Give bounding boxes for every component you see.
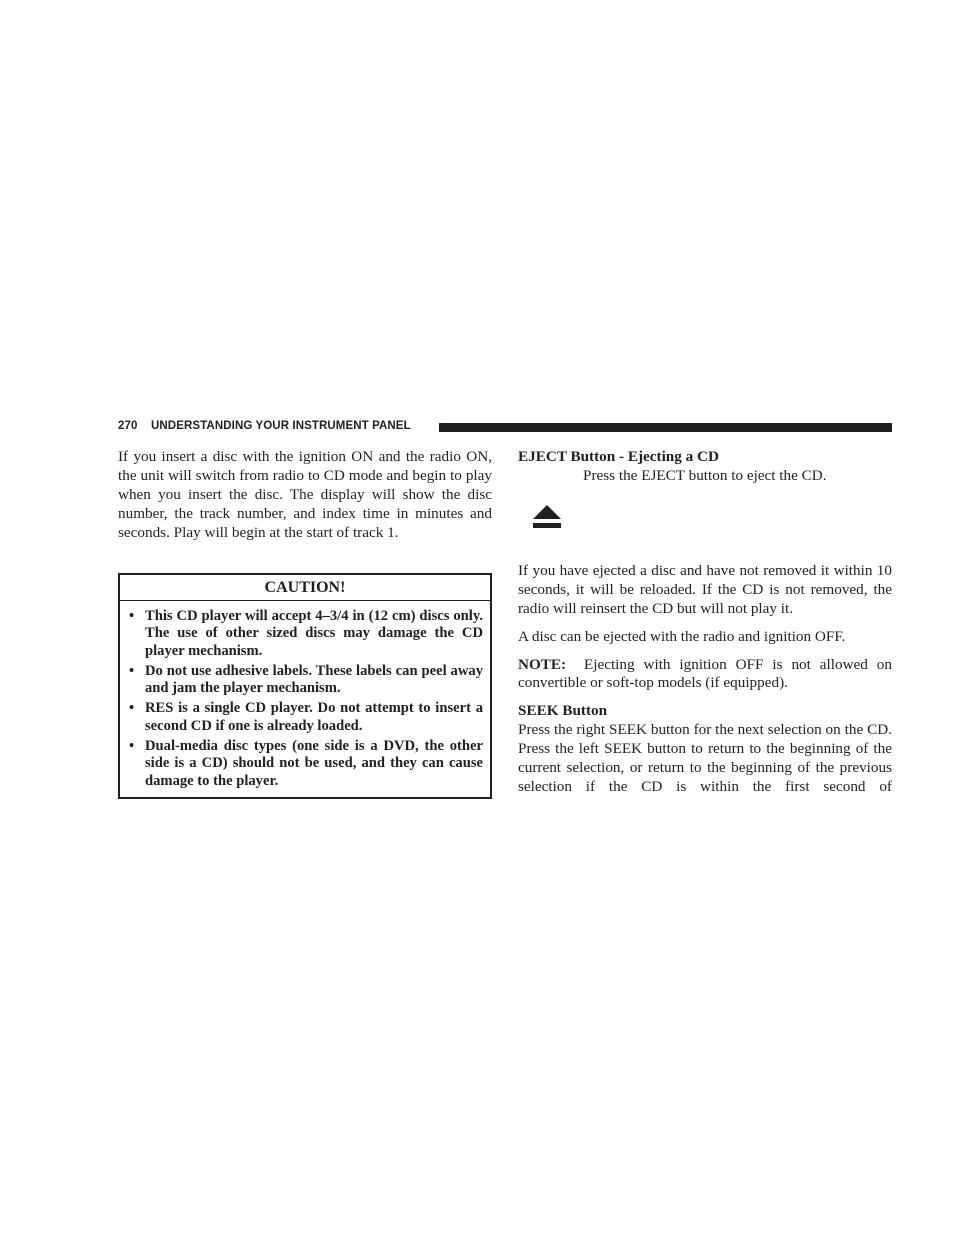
eject-paragraph-1: If you have ejected a disc and have not removed it within 10 seconds, it will be reloaded. If the CD is not removed, the radio will reinsert the CD but will not play it. — [518, 561, 892, 617]
intro-paragraph: If you insert a disc with the ignition ON and the radio ON, the unit will switch from radio to CD mode and begin to play when you insert the disc. The display will show the disc number, the track number, and index time in minutes and seconds. Play will begin at the start of track 1. — [118, 448, 492, 541]
right-column — [518, 448, 892, 797]
caution-item: • This CD player will accept 4–3/4 in (12 cm) discs only. The use of other sized discs may damage the CD player mechanism. — [129, 608, 483, 659]
left-column — [118, 448, 492, 543]
caution-list — [120, 601, 490, 790]
caution-title: CAUTION! — [120, 575, 490, 601]
caution-box — [118, 573, 492, 799]
bullet-icon: • — [129, 608, 135, 624]
note-paragraph — [518, 656, 892, 694]
bullet-icon: • — [129, 662, 135, 679]
eject-icon — [532, 505, 562, 529]
bullet-icon: • — [129, 700, 135, 717]
bullet-icon: • — [129, 738, 135, 755]
caution-item: • Dual-media disc types (one side is a DVD, the other side is a CD) should not be used, and they can cause damage to the player. — [129, 738, 483, 789]
page-number: 270 — [118, 420, 138, 432]
eject-instruction-row — [518, 467, 892, 545]
eject-heading: EJECT Button - Ejecting a CD — [518, 448, 719, 465]
caution-item: • Do not use adhesive labels. These labels can peel away and jam the player mechanism. — [129, 662, 483, 697]
page-header — [118, 419, 892, 435]
section-title: UNDERSTANDING YOUR INSTRUMENT PANEL — [151, 420, 411, 432]
eject-paragraph-2: A disc can be ejected with the radio and ignition OFF. — [518, 627, 846, 645]
seek-heading: SEEK Button — [518, 702, 608, 720]
seek-paragraph: Press the right SEEK button for the next selection on the CD. Press the left SEEK button to return to the beginning of the current selection, or return to the beginning of the previous selection if the CD is within the first second of — [518, 721, 892, 795]
header-rule — [439, 423, 892, 432]
caution-item: • RES is a single CD player. Do not attempt to insert a second CD if one is already loaded. — [129, 700, 483, 734]
eject-instruction: Press the EJECT button to eject the CD. — [583, 466, 827, 484]
note-text: Ejecting with ignition OFF is not allowed on convertible or soft-top models (if equipped). — [518, 655, 892, 692]
note-label: NOTE: — [518, 655, 567, 673]
